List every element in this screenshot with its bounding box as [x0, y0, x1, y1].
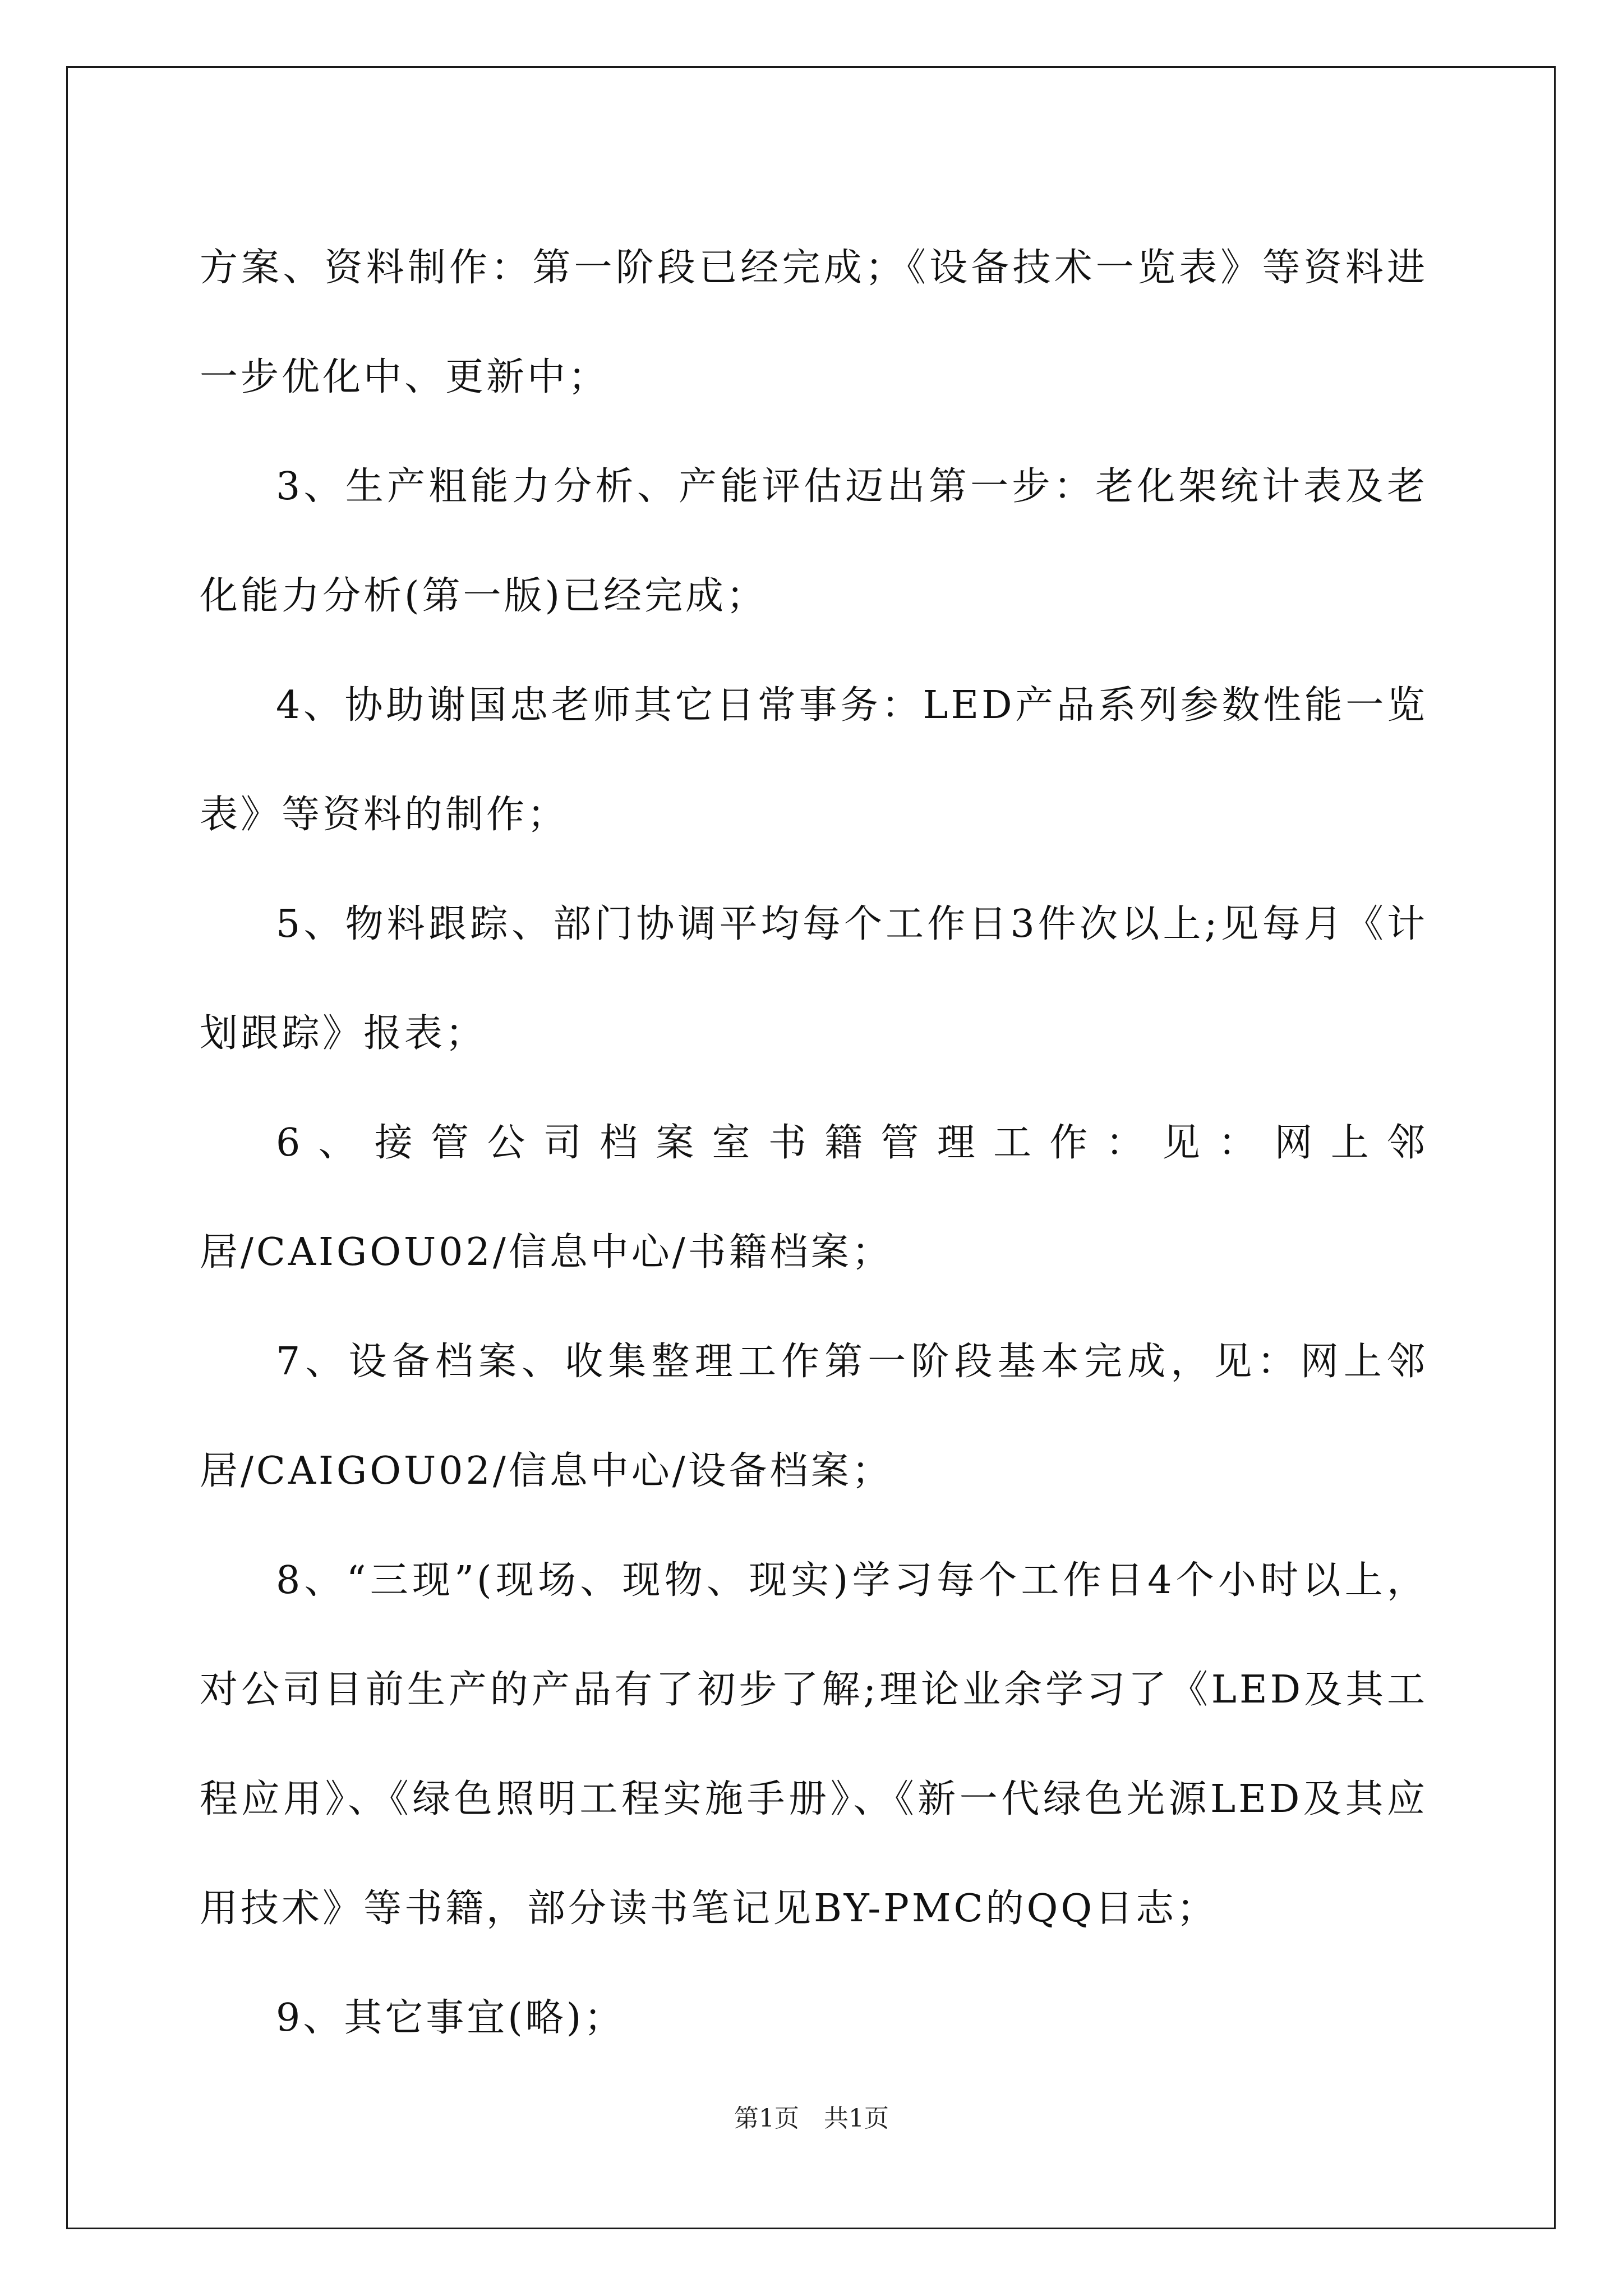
paragraph-item-6: 6、接管公司档案室书籍管理工作：见：网上邻居/CAIGOU02/信息中心/书籍档案；: [200, 1121, 1428, 1274]
paragraph-item-4: 4、协助谢国忠老师其它日常事务：LED产品系列参数性能一览表》等资料的制作；: [200, 683, 1428, 837]
paragraph-item-5: 5、物料跟踪、部门协调平均每个工作日3件次以上;见每月《计划跟踪》报表；: [200, 902, 1428, 1056]
paragraph-item-8: 8、“三现”(现场、现物、现实)学习每个工作日4个小时以上，对公司目前生产的产品有了初步了解;理论业余学习了《LED及其工程应用》、《绿色照明工程实施手册》、《新一代绿色光源LED及其应用技术》等书籍，部分读书笔记见BY-PMC的QQ日志；: [200, 1558, 1428, 1931]
paragraph-item-9: 9、其它事宜(略)；: [276, 1996, 625, 2040]
paragraph-1: 方案、资料制作：第一阶段已经完成；《设备技术一览表》等资料进一步优化中、更新中；: [200, 246, 1428, 399]
document-body: [200, 213, 1428, 2073]
paragraph-item-3: 3、生产粗能力分析、产能评估迈出第一步：老化架统计表及老化能力分析(第一版)已经完成；: [200, 464, 1428, 618]
paragraph-item-7: 7、设备档案、收集整理工作第一阶段基本完成，见：网上邻居/CAIGOU02/信息中心/设备档案；: [200, 1340, 1428, 1493]
page-footer: 第1页 共1页: [734, 2104, 889, 2133]
